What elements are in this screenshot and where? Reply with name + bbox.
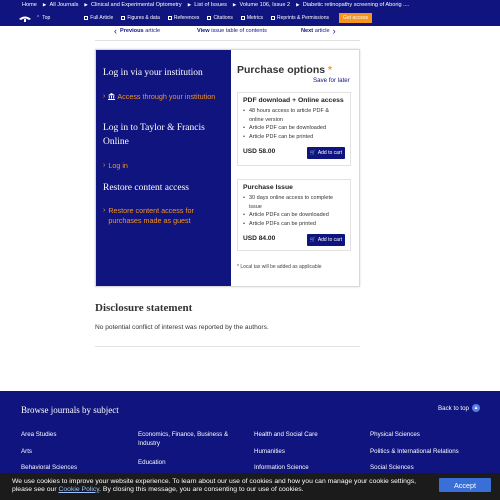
- tf-login-link[interactable]: › Log in: [103, 161, 128, 170]
- reprints-permissions-link[interactable]: Reprints & Permissions: [271, 15, 329, 21]
- book-icon: [168, 16, 172, 20]
- next-article-link[interactable]: Next article ›: [301, 26, 336, 36]
- breadcrumb-article: Diabetic retinopathy screening of Aborig ....: [302, 2, 410, 8]
- feature-item: • Article PDF can be downloaded: [243, 124, 345, 133]
- tf-login-heading: Log in to Taylor & Francis Online: [103, 123, 205, 147]
- tax-note: * Local tax will be added as applicable: [237, 264, 322, 270]
- subject-link-area-studies[interactable]: Area Studies: [21, 431, 57, 438]
- chevron-left-icon: ‹: [114, 26, 117, 36]
- disclosure-text: No potential conflict of interest was reported by the authors.: [95, 324, 269, 331]
- cart-icon: 🛒: [309, 237, 316, 243]
- divider: [95, 346, 360, 347]
- restore-access-heading: Restore content access: [103, 183, 189, 193]
- option-features: [243, 194, 345, 228]
- disclosure-heading: Disclosure statement: [95, 302, 193, 314]
- breadcrumb-all-journals[interactable]: All Journals: [49, 2, 79, 8]
- option-features: [243, 107, 345, 141]
- subject-link-behavioral-sciences[interactable]: Behavioral Sciences: [21, 464, 78, 471]
- breadcrumb-separator-icon: ▶: [84, 2, 88, 7]
- subject-link-arts[interactable]: Arts: [21, 448, 33, 455]
- browse-journals-heading: Browse journals by subject: [21, 405, 119, 415]
- article-toolbar: [0, 10, 500, 26]
- breadcrumb-separator-icon: ▶: [296, 2, 300, 7]
- asterisk-icon: *: [328, 65, 332, 76]
- feature-item: • Article PDF can be printed: [243, 133, 345, 142]
- breadcrumb-journal[interactable]: Clinical and Experimental Optometry: [90, 2, 182, 8]
- add-to-cart-button[interactable]: 🛒 Add to cart: [307, 234, 345, 246]
- breadcrumb-separator-icon: ▶: [187, 2, 192, 7]
- cart-icon: 🛒: [309, 150, 316, 156]
- breadcrumb: [0, 0, 500, 10]
- access-box: [95, 49, 360, 287]
- option-price: USD 84.00: [243, 235, 276, 242]
- save-for-later-link[interactable]: Save for later: [313, 77, 350, 84]
- subject-link-social-sciences[interactable]: Social Sciences: [370, 464, 414, 471]
- subject-link-information-science[interactable]: Information Science: [254, 464, 309, 471]
- document-icon: [84, 16, 88, 20]
- tf-logo-icon[interactable]: [18, 14, 32, 22]
- chevron-right-icon: ›: [103, 207, 106, 214]
- chevron-right-icon: ›: [103, 93, 106, 100]
- chevron-right-icon: ›: [103, 162, 106, 169]
- full-article-link[interactable]: Full Article: [84, 15, 113, 21]
- divider: [95, 40, 360, 41]
- cookie-message: We use cookies to improve your website experience. To learn about our use of cookies and how you can manage your cookie settings, please see our Cookie Policy. By closing this message, you are consenting to our use of cookies.: [12, 478, 417, 493]
- breadcrumb-separator-icon: ▶: [42, 2, 47, 7]
- subject-link-economics[interactable]: Economics, Finance, Business & Industry: [138, 431, 229, 447]
- option-name: PDF download + Online access: [243, 97, 344, 104]
- access-through-institution-link[interactable]: › Access through your institution: [103, 92, 216, 101]
- subject-link-education[interactable]: Education: [138, 459, 166, 466]
- quote-icon: [207, 16, 211, 20]
- feature-item: • Article PDFs can be printed: [243, 220, 345, 229]
- subject-link-politics[interactable]: Politics & International Relations: [370, 448, 459, 455]
- accept-cookies-button[interactable]: Accept: [439, 478, 491, 492]
- chevron-up-icon: ⌃: [36, 15, 41, 21]
- login-panel: [96, 50, 231, 286]
- option-price: USD 58.00: [243, 148, 276, 155]
- feature-item: • 48 hours access to article PDF & online version: [243, 107, 345, 124]
- purchase-option-card: [237, 179, 351, 251]
- cookie-policy-link[interactable]: Cookie Policy: [58, 485, 100, 493]
- issue-toc-link[interactable]: View issue table of contents: [197, 28, 267, 34]
- back-to-top-link[interactable]: ⌃ Top: [36, 15, 51, 21]
- breadcrumb-list-of-issues[interactable]: List of Issues: [194, 2, 227, 8]
- image-icon: [121, 16, 125, 20]
- figures-data-link[interactable]: Figures & data: [121, 15, 160, 21]
- breadcrumb-separator-icon: ▶: [232, 2, 237, 7]
- institution-icon: [108, 93, 115, 100]
- purchase-options-title: Purchase options *: [237, 64, 332, 76]
- breadcrumb-home[interactable]: Home: [22, 2, 37, 8]
- purchase-option-card: [237, 92, 351, 166]
- previous-article-link[interactable]: ‹ Previous article: [114, 26, 161, 36]
- add-to-cart-button[interactable]: 🛒 Add to cart: [307, 147, 345, 159]
- references-link[interactable]: References: [168, 15, 200, 21]
- metrics-link[interactable]: Metrics: [241, 15, 263, 21]
- citations-link[interactable]: Citations: [207, 15, 232, 21]
- arrow-up-icon: ▲: [473, 405, 479, 411]
- subject-link-health-social-care[interactable]: Health and Social Care: [254, 431, 318, 438]
- feature-item: • Article PDFs can be downloaded: [243, 211, 345, 220]
- purchase-panel: [231, 50, 359, 286]
- chevron-right-icon: ›: [332, 26, 336, 36]
- permissions-icon: [271, 16, 275, 20]
- breadcrumb-volume[interactable]: Volume 106, Issue 2: [239, 2, 291, 8]
- back-to-top-button[interactable]: Back to top ▲: [438, 404, 479, 412]
- bar-chart-icon: [241, 16, 245, 20]
- option-name: Purchase Issue: [243, 184, 293, 191]
- feature-item: • 30 days online access to complete issue: [243, 194, 345, 211]
- get-access-button[interactable]: Get access: [339, 13, 372, 23]
- restore-access-link[interactable]: › Restore content access for purchases made as guest: [103, 206, 194, 225]
- subject-link-physical-sciences[interactable]: Physical Sciences: [370, 431, 420, 438]
- cookie-banner: [0, 473, 500, 500]
- article-pager: [0, 27, 500, 37]
- subject-link-humanities[interactable]: Humanities: [254, 448, 285, 455]
- institution-login-heading: Log in via your institution: [103, 68, 203, 78]
